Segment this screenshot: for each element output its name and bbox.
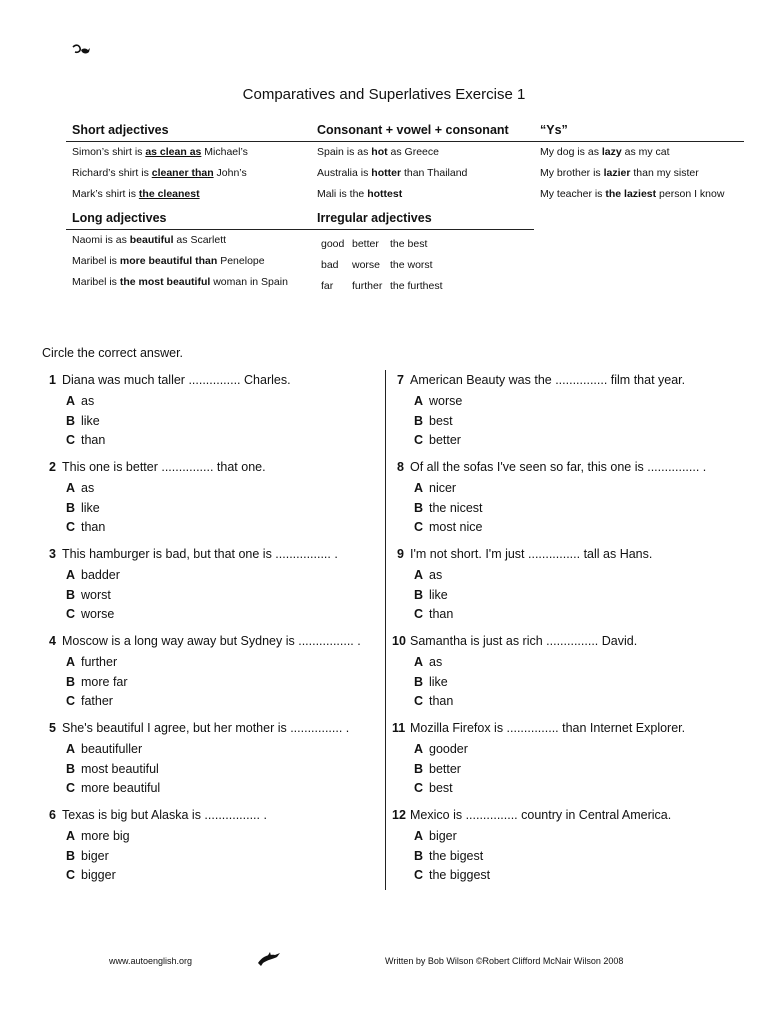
irregular-adjectives-header: Irregular adjectives — [317, 211, 432, 225]
option-c[interactable]: C than — [66, 433, 106, 447]
dolphin-logo-icon — [256, 951, 282, 967]
option-c[interactable]: C than — [66, 520, 106, 534]
table-top-rule — [66, 141, 744, 142]
option-c[interactable]: C than — [414, 694, 454, 708]
question-8: 8 Of all the sofas I've seen so far, this one is ............... . A nicer B the nicest C most nice — [392, 460, 706, 540]
option-a[interactable]: A biger — [414, 829, 457, 843]
option-a[interactable]: A further — [66, 655, 118, 669]
question-12: 12 Mexico is ............... country in Central America. A biger B the bigest C the biggest — [392, 808, 671, 888]
option-b[interactable]: B better — [414, 761, 461, 776]
option-c[interactable]: C worse — [66, 607, 115, 621]
option-c[interactable]: C father — [66, 694, 113, 708]
ys-example-2: My brother is lazier than my sister — [540, 167, 699, 179]
option-a[interactable]: A more big — [66, 829, 130, 843]
option-b[interactable]: B worst — [66, 587, 111, 602]
cvc-example-3: Mali is the hottest — [317, 188, 403, 200]
footer-credit: Written by Bob Wilson ©Robert Clifford McNair Wilson 2008 — [385, 956, 624, 966]
option-c[interactable]: C better — [414, 433, 461, 447]
ys-example-3: My teacher is the laziest person I know — [540, 188, 725, 200]
question-9: 9 I'm not short. I'm just ............... tall as Hans. A as B like C than — [392, 547, 652, 627]
cvc-header: Consonant + vowel + consonant — [317, 123, 509, 137]
option-a[interactable]: A badder — [66, 568, 120, 582]
option-c[interactable]: C more beautiful — [66, 781, 161, 795]
cvc-example-1: Spain is as hot as Greece — [317, 146, 439, 158]
question-6: 6 Texas is big but Alaska is ................ . A more big B biger C bigger — [44, 808, 267, 888]
option-b[interactable]: B more far — [66, 674, 128, 689]
option-b[interactable]: B like — [414, 674, 448, 689]
option-a[interactable]: A as — [66, 394, 95, 408]
question-10: 10 Samantha is just as rich ............... David. A as B like C than — [392, 634, 637, 714]
option-c[interactable]: C most nice — [414, 520, 483, 534]
option-b[interactable]: B biger — [66, 848, 109, 863]
question-4: 4 Moscow is a long way away but Sydney is ................ . A further B more far C father — [44, 634, 361, 714]
option-a[interactable]: A nicer — [414, 481, 457, 495]
long-adjectives-header: Long adjectives — [72, 211, 167, 225]
question-2: 2 This one is better ............... that one. A as B like C than — [44, 460, 266, 540]
question-1: 1 Diana was much taller ............... Charles. A as B like C than — [44, 373, 291, 453]
option-b[interactable]: B most beautiful — [66, 761, 159, 776]
bird-logo-icon — [72, 43, 92, 57]
instruction-text: Circle the correct answer. — [42, 346, 184, 360]
option-c[interactable]: C the biggest — [414, 868, 491, 882]
option-b[interactable]: B the nicest — [414, 500, 483, 515]
short-example-1: Simon’s shirt is as clean as Michael’s — [72, 146, 248, 158]
ys-header: “Ys” — [540, 123, 568, 137]
option-c[interactable]: C best — [414, 781, 453, 795]
option-b[interactable]: B the bigest — [414, 848, 484, 863]
long-example-1: Naomi is as beautiful as Scarlett — [72, 234, 227, 246]
long-example-3: Maribel is the most beautiful woman in Spain — [72, 276, 288, 288]
column-divider — [385, 370, 386, 890]
option-a[interactable]: A beautifuller — [66, 742, 143, 756]
option-a[interactable]: A as — [66, 481, 95, 495]
ys-example-1: My dog is as lazy as my cat — [540, 146, 670, 158]
option-b[interactable]: B like — [66, 500, 100, 515]
question-5: 5 She's beautiful I agree, but her mother is ............... . A beautifuller B most beautiful C more beautiful — [44, 721, 349, 801]
option-c[interactable]: C than — [414, 607, 454, 621]
question-11: 11 Mozilla Firefox is ............... than Internet Explorer. A gooder B better C best — [392, 721, 685, 801]
irregular-row-good: good better the best — [321, 238, 428, 250]
long-example-2: Maribel is more beautiful than Penelope — [72, 255, 265, 267]
footer-website-link[interactable]: www.autoenglish.org — [109, 956, 193, 966]
option-c[interactable]: C bigger — [66, 868, 116, 882]
option-a[interactable]: A gooder — [414, 742, 468, 756]
table-mid-rule — [66, 229, 534, 230]
option-b[interactable]: B like — [414, 587, 448, 602]
question-7: 7 American Beauty was the ............... film that year. A worse B best C better — [392, 373, 685, 453]
question-3: 3 This hamburger is bad, but that one is ................ . A badder B worst C worse — [44, 547, 338, 627]
option-a[interactable]: A as — [414, 655, 443, 669]
cvc-example-2: Australia is hotter than Thailand — [317, 167, 468, 179]
short-example-2: Richard’s shirt is cleaner than John’s — [72, 167, 247, 179]
short-example-3: Mark’s shirt is the cleanest — [72, 188, 200, 200]
option-b[interactable]: B like — [66, 413, 100, 428]
short-adjectives-header: Short adjectives — [72, 123, 169, 137]
page-title: Comparatives and Superlatives Exercise 1 — [242, 86, 526, 103]
option-a[interactable]: A as — [414, 568, 443, 582]
irregular-row-far: far further the furthest — [321, 280, 443, 292]
option-b[interactable]: B best — [414, 413, 453, 428]
option-a[interactable]: A worse — [414, 394, 463, 408]
irregular-row-bad: bad worse the worst — [321, 259, 433, 271]
